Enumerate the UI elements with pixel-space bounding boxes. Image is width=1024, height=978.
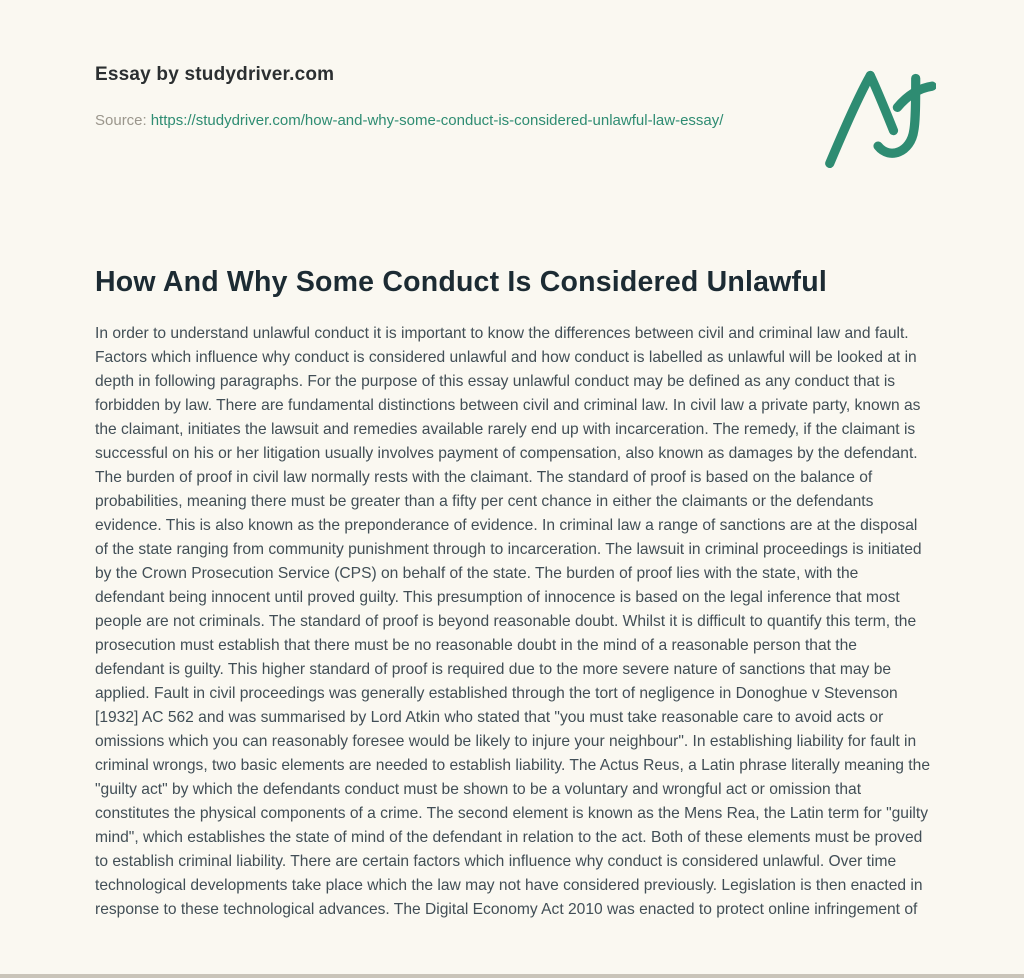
byline: Essay by studydriver.com [95, 64, 335, 85]
source-line [95, 109, 723, 133]
source-label: Source: [95, 112, 147, 129]
studydriver-logo [822, 70, 936, 168]
source-url-link[interactable]: https://studydriver.com/how-and-why-some-conduct-is-considered-unlawful-law-essay/ [150, 112, 724, 129]
essay-body: In order to understand unlawful conduct it is important to know the differences between civil and criminal law and fault. Factors which influence why conduct is considered unlawful and how conduct is labelled as unlawful will be looked at in depth in following paragraphs. For the purpose of this essay unlawful conduct may be defined as any conduct that is forbidden by law. There are fundamental distinctions between civil and criminal law. In civil law a private party, known as the claimant, initiates the lawsuit and remedies available rarely end up with incarceration. The remedy, if the claimant is successful on his or her litigation usually involves payment of compensation, also known as damages by the defendant. The burden of proof in civil law normally rests with the claimant. The standard of proof is based on the balance of probabilities, meaning there must be greater than a fifty per cent chance in either the claimants or the defendants evidence. This is also known as the preponderance of evidence. In criminal law a range of sanctions are at the disposal of the state ranging from community punishment through to incarceration. The lawsuit in criminal proceedings is initiated by the Crown Prosecution Service (CPS) on behalf of the state. The burden of proof lies with the state, with the defendant being innocent until proved guilty. This presumption of innocence is based on the legal inference that most people are not criminals. The standard of proof is beyond reasonable doubt. Whilst it is difficult to quantify this term, the prosecution must establish that there must be no reasonable doubt in the mind of a reasonable person that the defendant is guilty. This higher standard of proof is required due to the more severe nature of sanctions that may be applied. Fault in civil proceedings was generally established through the tort of negligence in Donoghue v Stevenson [1932] AC 562 and was summarised by Lord Atkin who stated that "you must take reasonable care to avoid acts or omissions which you can reasonably foresee would be likely to injure your neighbour". In establishing liability for fault in criminal wrongs, two basic elements are needed to establish liability. The Actus Reus, a Latin phrase literally meaning the "guilty act" by which the defendants conduct must be shown to be a voluntary and wrongful act or omission that constitutes the physical components of a crime. The second element is known as the Mens Rea, the Latin term for "guilty mind", which establishes the state of mind of the defendant in relation to the act. Both of these elements must be proved to establish criminal liability. There are certain factors which influence why conduct is considered unlawful. Over time technological developments take place which the law may not have considered previously. Legislation is then enacted in response to these technological advances. The Digital Economy Act 2010 was enacted to protect online infringement of [95, 325, 930, 918]
page-header [95, 64, 930, 168]
header-text-block [95, 64, 723, 133]
aj-monogram-icon [822, 70, 936, 168]
page-bottom-divider [0, 974, 1024, 978]
essay-title: How And Why Some Conduct Is Considered Unlawful [95, 266, 827, 298]
